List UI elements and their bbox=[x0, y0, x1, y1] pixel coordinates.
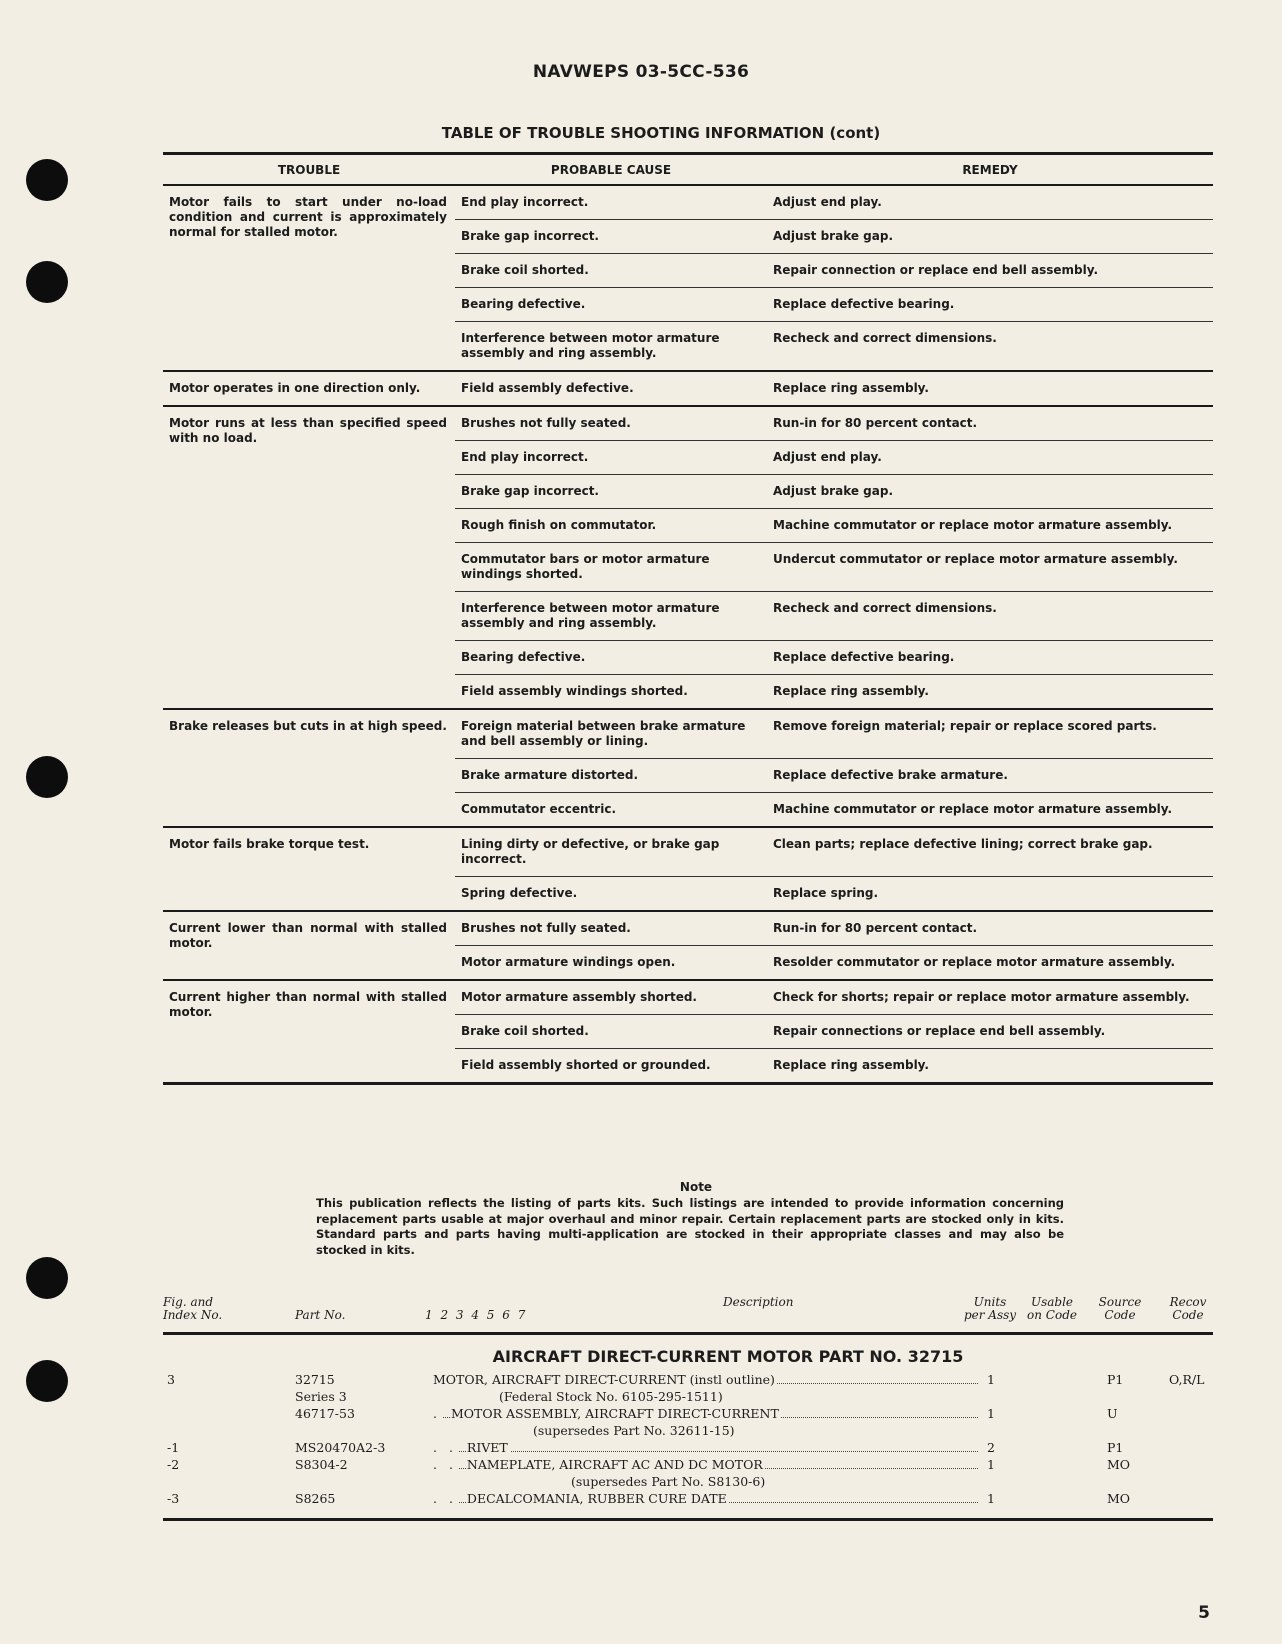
header-usable bbox=[1021, 1296, 1083, 1322]
part-number: Series 3 bbox=[295, 1389, 347, 1404]
binder-hole bbox=[26, 261, 68, 303]
leader-dots bbox=[433, 1451, 978, 1452]
part-number: S8304-2 bbox=[295, 1457, 348, 1472]
remedy-cell: Machine commutator or replace motor armature assembly. bbox=[767, 509, 1213, 543]
table-row bbox=[163, 185, 1213, 220]
header-text: Code bbox=[1104, 1308, 1136, 1322]
description bbox=[433, 1423, 978, 1438]
parts-row bbox=[163, 1406, 1213, 1423]
binder-hole bbox=[26, 756, 68, 798]
cause-cell: Brake coil shorted. bbox=[455, 254, 767, 288]
cause-cell: Foreign material between brake armature and bell assembly or lining. bbox=[455, 709, 767, 759]
column-header-cause: PROBABLE CAUSE bbox=[455, 154, 767, 186]
parts-row bbox=[163, 1389, 1213, 1406]
units-per-assy: 1 bbox=[987, 1457, 995, 1472]
header-text: Fig. and bbox=[163, 1295, 214, 1309]
remedy-cell: Replace ring assembly. bbox=[767, 1049, 1213, 1084]
remedy-cell: Replace spring. bbox=[767, 877, 1213, 912]
remedy-cell: Machine commutator or replace motor armature assembly. bbox=[767, 793, 1213, 828]
header-text: on Code bbox=[1027, 1308, 1077, 1322]
indent-dots: . . bbox=[433, 1457, 457, 1472]
cause-cell: Spring defective. bbox=[455, 877, 767, 912]
remedy-cell: Clean parts; replace defective lining; correct brake gap. bbox=[767, 827, 1213, 877]
cause-cell: Field assembly shorted or grounded. bbox=[455, 1049, 767, 1084]
remedy-cell: Replace defective brake armature. bbox=[767, 759, 1213, 793]
remedy-cell: Adjust end play. bbox=[767, 441, 1213, 475]
units-per-assy: 1 bbox=[987, 1372, 995, 1387]
index-number: 3 bbox=[167, 1372, 175, 1387]
parts-list-bottom-rule bbox=[163, 1518, 1213, 1521]
page-number: 5 bbox=[1198, 1603, 1210, 1623]
parts-row bbox=[163, 1440, 1213, 1457]
description bbox=[433, 1491, 978, 1506]
parts-row bbox=[163, 1474, 1213, 1491]
parts-list-header bbox=[163, 1290, 1213, 1335]
note-body: This publication reflects the listing of parts kits. Such listings are intended to provide information concerning replacement parts usable at major overhaul and minor repair. Certain replacement parts are stocked only in kits. Standard parts and parts having multi-application are stocked in their appropriate classes and may also be stocked in kits. bbox=[316, 1196, 1064, 1257]
description-text: (supersedes Part No. 32611-15) bbox=[533, 1423, 735, 1438]
cause-cell: Brake armature distorted. bbox=[455, 759, 767, 793]
parts-list bbox=[163, 1290, 1213, 1521]
cause-cell: Interference between motor armature assembly and ring assembly. bbox=[455, 592, 767, 641]
cause-cell: Interference between motor armature assembly and ring assembly. bbox=[455, 322, 767, 372]
remedy-cell: Replace ring assembly. bbox=[767, 675, 1213, 710]
cause-cell: Field assembly windings shorted. bbox=[455, 675, 767, 710]
description-text: (supersedes Part No. S8130-6) bbox=[571, 1474, 766, 1489]
cause-cell: Brake gap incorrect. bbox=[455, 475, 767, 509]
cause-cell: Field assembly defective. bbox=[455, 371, 767, 406]
indent-dots: . . bbox=[433, 1491, 457, 1506]
remedy-cell: Replace defective bearing. bbox=[767, 288, 1213, 322]
remedy-cell: Run-in for 80 percent contact. bbox=[767, 406, 1213, 441]
description-text: MOTOR ASSEMBLY, AIRCRAFT DIRECT-CURRENT bbox=[450, 1406, 779, 1421]
table-row bbox=[163, 709, 1213, 759]
cause-cell: Brake coil shorted. bbox=[455, 1015, 767, 1049]
remedy-cell: Replace defective bearing. bbox=[767, 641, 1213, 675]
part-number: S8265 bbox=[295, 1491, 336, 1506]
trouble-cell: Motor operates in one direction only. bbox=[163, 371, 455, 406]
cause-cell: Brushes not fully seated. bbox=[455, 911, 767, 946]
source-code: MO bbox=[1107, 1457, 1131, 1472]
parts-row bbox=[163, 1457, 1213, 1474]
remedy-cell: Adjust brake gap. bbox=[767, 220, 1213, 254]
description-text: RIVET bbox=[466, 1440, 508, 1455]
cause-cell: Commutator bars or motor armature windings shorted. bbox=[455, 543, 767, 592]
binder-hole bbox=[26, 1360, 68, 1402]
source-code: U bbox=[1107, 1406, 1118, 1421]
parts-row bbox=[163, 1491, 1213, 1508]
column-header-remedy: REMEDY bbox=[767, 154, 1213, 186]
part-number: 32715 bbox=[295, 1372, 335, 1387]
index-number: -1 bbox=[167, 1440, 180, 1455]
header-recov bbox=[1163, 1296, 1213, 1322]
source-code: P1 bbox=[1107, 1440, 1124, 1455]
remedy-cell: Adjust brake gap. bbox=[767, 475, 1213, 509]
trouble-cell: Motor runs at less than specified speed with no load. bbox=[163, 406, 455, 709]
cause-cell: Brake gap incorrect. bbox=[455, 220, 767, 254]
header-text: Code bbox=[1172, 1308, 1204, 1322]
header-text: Usable bbox=[1030, 1295, 1074, 1309]
cause-cell: Lining dirty or defective, or brake gap incorrect. bbox=[455, 827, 767, 877]
cause-cell: Commutator eccentric. bbox=[455, 793, 767, 828]
header-text: Units bbox=[973, 1295, 1007, 1309]
column-header-trouble: TROUBLE bbox=[163, 154, 455, 186]
header-units bbox=[963, 1296, 1017, 1322]
index-number: -2 bbox=[167, 1457, 180, 1472]
source-code: P1 bbox=[1107, 1372, 1124, 1387]
remedy-cell: Resolder commutator or replace motor armature assembly. bbox=[767, 946, 1213, 981]
header-description: Description bbox=[723, 1295, 794, 1309]
table-row bbox=[163, 980, 1213, 1015]
description bbox=[433, 1389, 978, 1404]
header-source bbox=[1095, 1296, 1145, 1322]
table-title: TABLE OF TROUBLE SHOOTING INFORMATION (cont) bbox=[441, 124, 881, 142]
units-per-assy: 1 bbox=[987, 1406, 995, 1421]
description-text: MOTOR, AIRCRAFT DIRECT-CURRENT (instl outline) bbox=[433, 1372, 775, 1387]
remedy-cell: Repair connection or replace end bell assembly. bbox=[767, 254, 1213, 288]
cause-cell: Motor armature assembly shorted. bbox=[455, 980, 767, 1015]
cause-cell: End play incorrect. bbox=[455, 185, 767, 220]
units-per-assy: 1 bbox=[987, 1491, 995, 1506]
units-per-assy: 2 bbox=[987, 1440, 995, 1455]
table-row bbox=[163, 406, 1213, 441]
binder-hole bbox=[26, 1257, 68, 1299]
description bbox=[433, 1406, 978, 1421]
remedy-cell: Remove foreign material; repair or replace scored parts. bbox=[767, 709, 1213, 759]
header-part-no: Part No. bbox=[295, 1308, 346, 1322]
index-number: -3 bbox=[167, 1491, 180, 1506]
cause-cell: Bearing defective. bbox=[455, 288, 767, 322]
table-row bbox=[163, 827, 1213, 877]
cause-cell: Bearing defective. bbox=[455, 641, 767, 675]
header-text: per Assy bbox=[963, 1308, 1017, 1322]
trouble-shooting-table bbox=[163, 152, 1213, 1085]
trouble-cell: Current lower than normal with stalled motor. bbox=[163, 911, 455, 980]
description-text: DECALCOMANIA, RUBBER CURE DATE bbox=[466, 1491, 727, 1506]
part-number: MS20470A2-3 bbox=[295, 1440, 386, 1455]
part-number: 46717-53 bbox=[295, 1406, 355, 1421]
description bbox=[433, 1474, 978, 1489]
trouble-cell: Current higher than normal with stalled motor. bbox=[163, 980, 455, 1084]
cause-cell: Brushes not fully seated. bbox=[455, 406, 767, 441]
source-code: MO bbox=[1107, 1491, 1131, 1506]
indent-dots: . . bbox=[433, 1440, 457, 1455]
parts-section-title: AIRCRAFT DIRECT-CURRENT MOTOR PART NO. 32715 bbox=[492, 1347, 964, 1366]
table-row bbox=[163, 371, 1213, 406]
trouble-cell: Motor fails to start under no-load condition and current is approximately normal for stalled motor. bbox=[163, 185, 455, 371]
table-row bbox=[163, 911, 1213, 946]
indent-dots: . bbox=[433, 1406, 441, 1421]
remedy-cell: Repair connections or replace end bell assembly. bbox=[767, 1015, 1213, 1049]
cause-cell: End play incorrect. bbox=[455, 441, 767, 475]
remedy-cell: Undercut commutator or replace motor armature assembly. bbox=[767, 543, 1213, 592]
trouble-cell: Brake releases but cuts in at high speed. bbox=[163, 709, 455, 827]
document-number: NAVWEPS 03-5CC-536 bbox=[532, 62, 750, 82]
description-text: NAMEPLATE, AIRCRAFT AC AND DC MOTOR bbox=[466, 1457, 763, 1472]
cause-cell: Rough finish on commutator. bbox=[455, 509, 767, 543]
description-text: (Federal Stock No. 6105-295-1511) bbox=[499, 1389, 723, 1404]
header-text: Index No. bbox=[163, 1308, 223, 1322]
description bbox=[433, 1372, 978, 1387]
binder-hole bbox=[26, 159, 68, 201]
header-fig-index bbox=[163, 1296, 222, 1322]
remedy-cell: Recheck and correct dimensions. bbox=[767, 592, 1213, 641]
cause-cell: Motor armature windings open. bbox=[455, 946, 767, 981]
remedy-cell: Replace ring assembly. bbox=[767, 371, 1213, 406]
note-heading: Note bbox=[679, 1180, 713, 1194]
header-indent-levels: 1 2 3 4 5 6 7 bbox=[425, 1308, 528, 1322]
parts-row bbox=[163, 1372, 1213, 1389]
description bbox=[433, 1440, 978, 1455]
description bbox=[433, 1457, 978, 1472]
trouble-cell: Motor fails brake torque test. bbox=[163, 827, 455, 911]
header-text: Recov bbox=[1169, 1295, 1207, 1309]
remedy-cell: Adjust end play. bbox=[767, 185, 1213, 220]
table-header-row bbox=[163, 154, 1213, 186]
remedy-cell: Run-in for 80 percent contact. bbox=[767, 911, 1213, 946]
remedy-cell: Check for shorts; repair or replace motor armature assembly. bbox=[767, 980, 1213, 1015]
parts-row bbox=[163, 1423, 1213, 1440]
header-text: Source bbox=[1098, 1295, 1142, 1309]
recov-code: O,R/L bbox=[1169, 1372, 1205, 1387]
remedy-cell: Recheck and correct dimensions. bbox=[767, 322, 1213, 372]
